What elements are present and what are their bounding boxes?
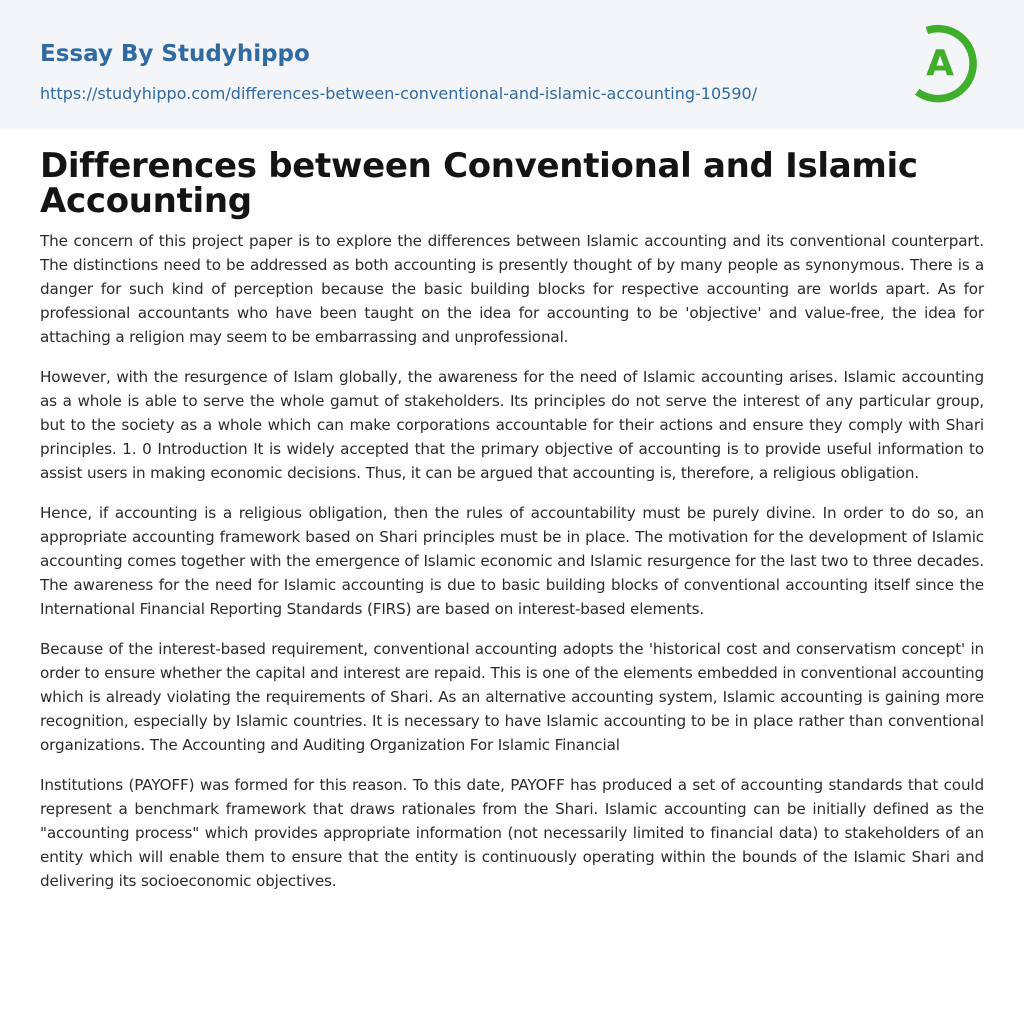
- paragraph-1: The concern of this project paper is to explore the differences between Islamic accounting and its conventional counterpart. The distinctions need to be addressed as both accounting is presently thought of by many people as synonymous. There is a danger for such kind of perception because the basic building blocks for respective accounting are worlds apart. As for professional accountants who have been taught on the idea for accounting to be 'objective' and value-free, the idea for attaching a religion may seem to be embarrassing and unprofessional.: [40, 232, 984, 346]
- paragraph-4: Because of the interest-based requirement, conventional accounting adopts the 'historical cost and conservatism concept' in order to ensure whether the capital and interest are repaid. This is one of the elements embedded in conventional accounting which is already violating the requirements of Shari. As an alternative accounting system, Islamic accounting is gaining more recognition, especially by Islamic countries. It is necessary to have Islamic accounting to be in place rather than conventional organizations. The Accounting and Auditing Organization For Islamic Financial: [40, 640, 984, 754]
- logo-letter: A: [926, 43, 954, 84]
- site-header: [0, 0, 1024, 129]
- article-body: [40, 229, 984, 909]
- site-title[interactable]: Essay By Studyhippo: [40, 41, 310, 67]
- article-url-link[interactable]: https://studyhippo.com/differences-between-conventional-and-islamic-accounting-10590/: [40, 84, 758, 103]
- page-title: Differences between Conventional and Islamic Accounting: [40, 146, 918, 221]
- paragraph-3: Hence, if accounting is a religious obligation, then the rules of accountability must be purely divine. In order to do so, an appropriate accounting framework based on Shari principles must be in place. The motivation for the development of Islamic accounting comes together with the emergence of Islamic economic and Islamic resurgence for the last two to three decades. The awareness for the need for Islamic accounting is due to basic building blocks of conventional accounting itself since the International Financial Reporting Standards (FIRS) are based on interest-based elements.: [40, 504, 984, 618]
- paragraph-2: However, with the resurgence of Islam globally, the awareness for the need of Islamic accounting arises. Islamic accounting as a whole is able to serve the whole gamut of stakeholders. Its principles do not serve the interest of any particular group, but to the society as a whole which can make corporations accountable for their actions and ensure they comply with Shari principles. 1. 0 Introduction It is widely accepted that the primary objective of accounting is to provide useful information to assist users in making economic decisions. Thus, it can be argued that accounting is, therefore, a religious obligation.: [40, 368, 984, 482]
- studyhippo-logo-icon[interactable]: [912, 19, 986, 105]
- paragraph-5: Institutions (PAYOFF) was formed for this reason. To this date, PAYOFF has produced a set of accounting standards that could represent a benchmark framework that draws rationales from the Shari. Islamic accounting can be initially defined as the "accounting process" which provides appropriate information (not necessarily limited to financial data) to stakeholders of an entity which will enable them to ensure that the entity is continuously operating within the bounds of the Islamic Shari and delivering its socioeconomic objectives.: [40, 776, 984, 890]
